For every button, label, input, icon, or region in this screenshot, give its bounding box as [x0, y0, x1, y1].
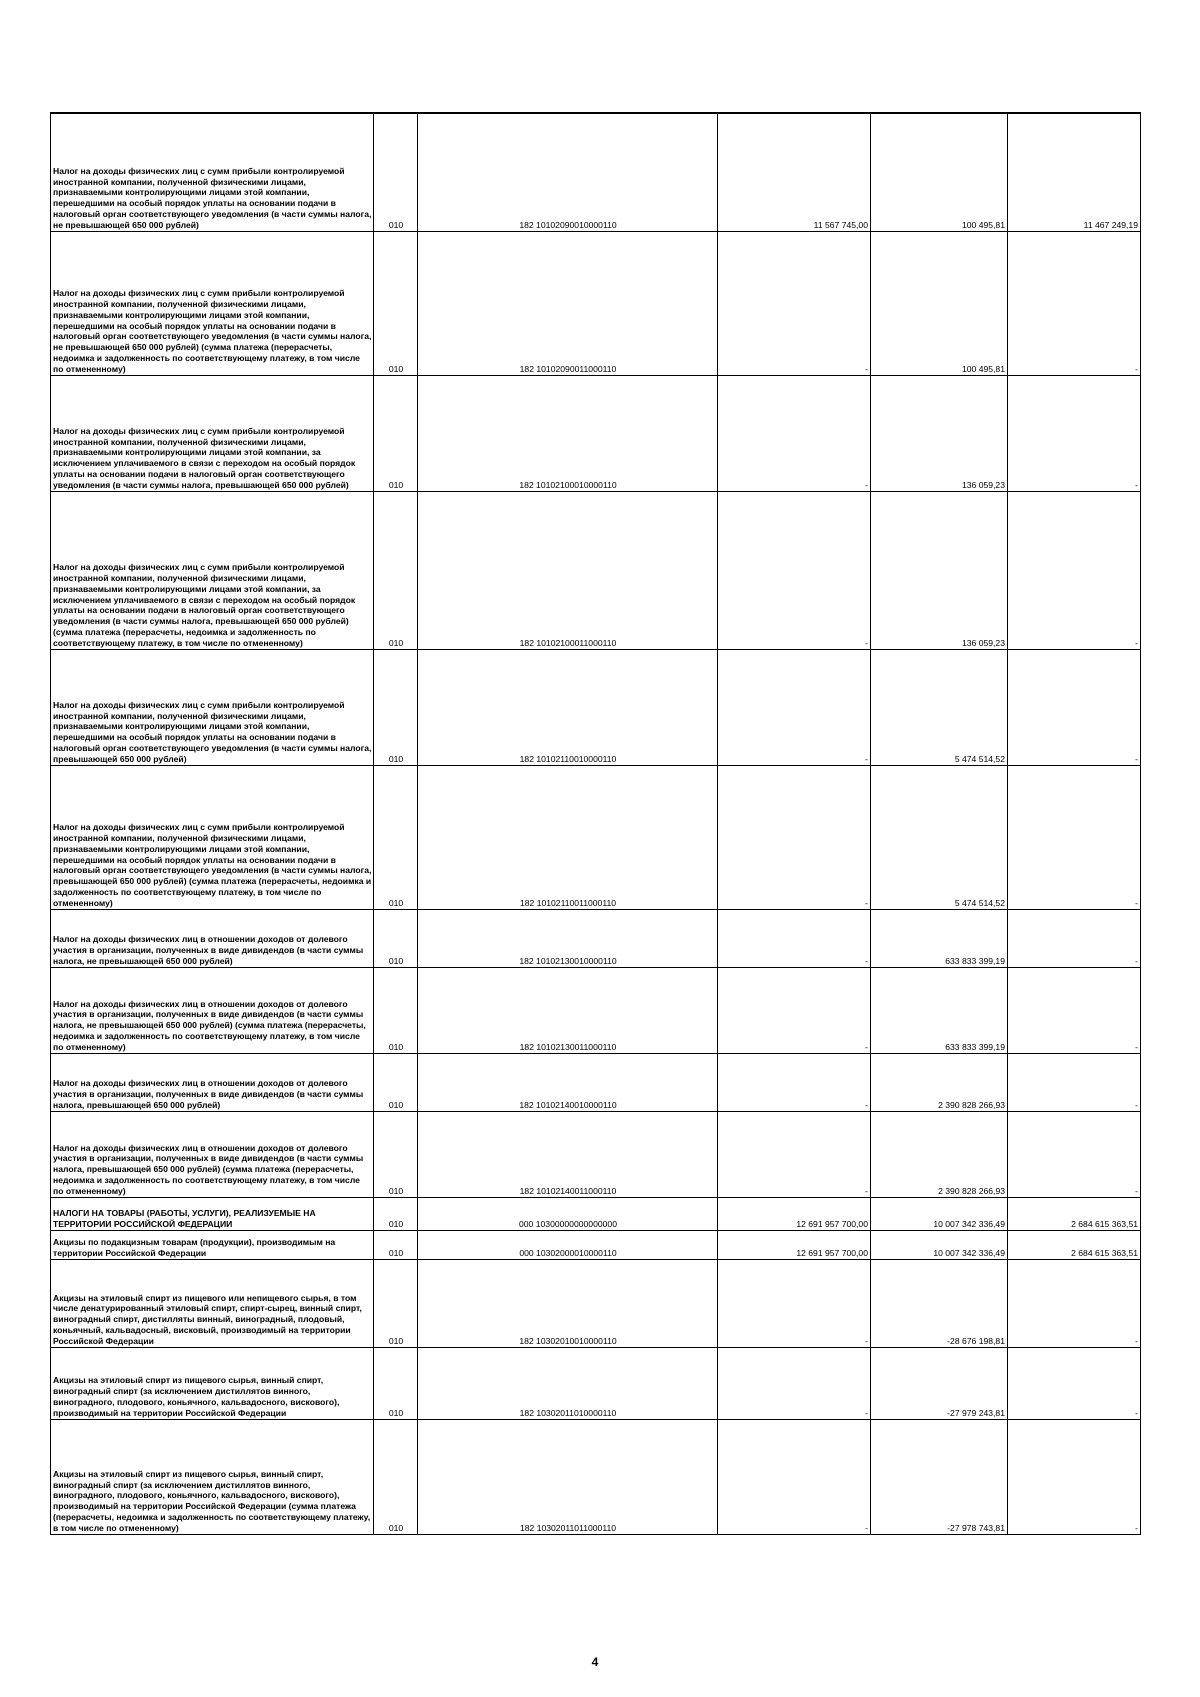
- approved-amount-cell: 12 691 957 700,00: [718, 1230, 871, 1259]
- executed-amount-cell: 100 495,81: [871, 231, 1008, 375]
- income-name-cell: Налог на доходы физических лиц с сумм прибыли контролируемой иностранной компании, полученной физическими лицами, признаваемыми контролирующими лицами этой компании, перешедшими на особый порядок уплаты на основании подачи в налоговый орган соответствующего уведомления (в части суммы налога, превышающей 650 000 рублей): [51, 649, 374, 765]
- income-name-cell: Налог на доходы физических лиц в отношении доходов от долевого участия в организации, полученных в виде дивидендов (в части суммы налога, не превышающей 650 000 рублей): [51, 909, 374, 967]
- approved-amount-cell: 11 567 745,00: [718, 113, 871, 231]
- table-row: [51, 1053, 1141, 1111]
- page-number: 4: [591, 1655, 599, 1669]
- unexecuted-amount-cell: -: [1008, 967, 1141, 1053]
- income-name-cell: Акцизы на этиловый спирт из пищевого или непищевого сырья, в том числе денатурированный этиловый спирт, спирт-сырец, винный спирт, виноградный спирт, дистилляты винный, виноградный, плодовый, коньячный, кальвадосный, висковый, производимый на территории Российской Федерации: [51, 1259, 374, 1347]
- budget-code-cell: 182 10302011010000110: [418, 1347, 718, 1419]
- executed-amount-cell: 2 390 828 266,93: [871, 1111, 1008, 1197]
- line-code-cell: 010: [374, 1197, 418, 1230]
- unexecuted-amount-cell: 2 684 615 363,51: [1008, 1197, 1141, 1230]
- income-name-cell: Налог на доходы физических лиц с сумм прибыли контролируемой иностранной компании, полученной физическими лицами, признаваемыми контролирующими лицами этой компании, за исключением уплачиваемого в связи с переходом на особый порядок уплаты на основании подачи в налоговый орган соответствующего уведомления (в части суммы налога, превышающей 650 000 рублей): [51, 375, 374, 491]
- unexecuted-amount-cell: -: [1008, 231, 1141, 375]
- budget-code-cell: 000 10302000010000110: [418, 1230, 718, 1259]
- budget-code-cell: 000 10300000000000000: [418, 1197, 718, 1230]
- executed-amount-cell: 10 007 342 336,49: [871, 1197, 1008, 1230]
- budget-code-cell: 182 10102110010000110: [418, 649, 718, 765]
- unexecuted-amount-cell: -: [1008, 1053, 1141, 1111]
- unexecuted-amount-cell: -: [1008, 1347, 1141, 1419]
- line-code-cell: 010: [374, 1230, 418, 1259]
- table-row: [51, 765, 1141, 909]
- unexecuted-amount-cell: 11 467 249,19: [1008, 113, 1141, 231]
- unexecuted-amount-cell: -: [1008, 765, 1141, 909]
- executed-amount-cell: 10 007 342 336,49: [871, 1230, 1008, 1259]
- income-name-cell: Акцизы по подакцизным товарам (продукции), производимым на территории Российской Федерации: [51, 1230, 374, 1259]
- executed-amount-cell: 136 059,23: [871, 375, 1008, 491]
- income-name-cell: НАЛОГИ НА ТОВАРЫ (РАБОТЫ, УСЛУГИ), РЕАЛИЗУЕМЫЕ НА ТЕРРИТОРИИ РОССИЙСКОЙ ФЕДЕРАЦИИ: [51, 1197, 374, 1230]
- income-name-cell: Налог на доходы физических лиц в отношении доходов от долевого участия в организации, полученных в виде дивидендов (в части суммы налога, не превышающей 650 000 рублей) (сумма платежа (перерасчеты, недоимка и задолженность по соответствующему платежу, в том числе по отмененному): [51, 967, 374, 1053]
- budget-code-cell: 182 10302010010000110: [418, 1259, 718, 1347]
- income-name-cell: Налог на доходы физических лиц в отношении доходов от долевого участия в организации, полученных в виде дивидендов (в части суммы налога, превышающей 650 000 рублей) (сумма платежа (перерасчеты, недоимка и задолженность по соответствующему платежу, в том числе по отмененному): [51, 1111, 374, 1197]
- table-row: [51, 909, 1141, 967]
- income-name-cell: Налог на доходы физических лиц с сумм прибыли контролируемой иностранной компании, полученной физическими лицами, признаваемыми контролирующими лицами этой компании, за исключением уплачиваемого в связи с переходом на особый порядок уплаты на основании подачи в налоговый орган соответствующего уведомления (в части суммы налога, превышающей 650 000 рублей) (сумма платежа (перерасчеты, недоимка и задолженность по соответствующему платежу, в том числе по отмененному): [51, 491, 374, 649]
- income-name-cell: Акцизы на этиловый спирт из пищевого сырья, винный спирт, виноградный спирт (за исключением дистиллятов винного, виноградного, плодового, коньячного, кальвадосного, вискового), производимый на территории Российской Федерации (сумма платежа (перерасчеты, недоимка и задолженность по соответствующему платежу, в том числе по отмененному): [51, 1419, 374, 1534]
- revenue-table-body: [51, 113, 1141, 1534]
- table-row: [51, 113, 1141, 231]
- table-row: [51, 491, 1141, 649]
- approved-amount-cell: -: [718, 1347, 871, 1419]
- table-row: [51, 375, 1141, 491]
- approved-amount-cell: -: [718, 375, 871, 491]
- income-name-cell: Налог на доходы физических лиц с сумм прибыли контролируемой иностранной компании, полученной физическими лицами, признаваемыми контролирующими лицами этой компании, перешедшими на особый порядок уплаты на основании подачи в налоговый орган соответствующего уведомления (в части суммы налога, не превышающей 650 000 рублей): [51, 113, 374, 231]
- approved-amount-cell: -: [718, 1259, 871, 1347]
- approved-amount-cell: -: [718, 231, 871, 375]
- approved-amount-cell: -: [718, 765, 871, 909]
- budget-code-cell: 182 10102090011000110: [418, 231, 718, 375]
- executed-amount-cell: -27 979 243,81: [871, 1347, 1008, 1419]
- approved-amount-cell: -: [718, 649, 871, 765]
- table-row: [51, 1230, 1141, 1259]
- executed-amount-cell: 100 495,81: [871, 113, 1008, 231]
- executed-amount-cell: 136 059,23: [871, 491, 1008, 649]
- unexecuted-amount-cell: -: [1008, 909, 1141, 967]
- executed-amount-cell: -27 978 743,81: [871, 1419, 1008, 1534]
- budget-code-cell: 182 10102140011000110: [418, 1111, 718, 1197]
- budget-code-cell: 182 10102130011000110: [418, 967, 718, 1053]
- approved-amount-cell: -: [718, 491, 871, 649]
- executed-amount-cell: -28 676 198,81: [871, 1259, 1008, 1347]
- budget-code-cell: 182 10102090010000110: [418, 113, 718, 231]
- unexecuted-amount-cell: -: [1008, 1259, 1141, 1347]
- line-code-cell: 010: [374, 909, 418, 967]
- table-row: [51, 231, 1141, 375]
- budget-code-cell: 182 10102100010000110: [418, 375, 718, 491]
- table-row: [51, 967, 1141, 1053]
- unexecuted-amount-cell: -: [1008, 1111, 1141, 1197]
- table-row: [51, 1259, 1141, 1347]
- line-code-cell: 010: [374, 1053, 418, 1111]
- budget-code-cell: 182 10102140010000110: [418, 1053, 718, 1111]
- unexecuted-amount-cell: -: [1008, 491, 1141, 649]
- table-row: [51, 1419, 1141, 1534]
- line-code-cell: 010: [374, 765, 418, 909]
- income-name-cell: Акцизы на этиловый спирт из пищевого сырья, винный спирт, виноградный спирт (за исключением дистиллятов винного, виноградного, плодового, коньячного, кальвадосного, вискового), производимый на территории Российской Федерации: [51, 1347, 374, 1419]
- income-name-cell: Налог на доходы физических лиц в отношении доходов от долевого участия в организации, полученных в виде дивидендов (в части суммы налога, превышающей 650 000 рублей): [51, 1053, 374, 1111]
- unexecuted-amount-cell: -: [1008, 375, 1141, 491]
- approved-amount-cell: -: [718, 1419, 871, 1534]
- budget-code-cell: 182 10102100011000110: [418, 491, 718, 649]
- line-code-cell: 010: [374, 1419, 418, 1534]
- line-code-cell: 010: [374, 231, 418, 375]
- table-row: [51, 1111, 1141, 1197]
- executed-amount-cell: 5 474 514,52: [871, 649, 1008, 765]
- unexecuted-amount-cell: 2 684 615 363,51: [1008, 1230, 1141, 1259]
- approved-amount-cell: 12 691 957 700,00: [718, 1197, 871, 1230]
- table-row: [51, 649, 1141, 765]
- table-row: [51, 1197, 1141, 1230]
- approved-amount-cell: -: [718, 1053, 871, 1111]
- line-code-cell: 010: [374, 1347, 418, 1419]
- approved-amount-cell: -: [718, 967, 871, 1053]
- approved-amount-cell: -: [718, 1111, 871, 1197]
- income-name-cell: Налог на доходы физических лиц с сумм прибыли контролируемой иностранной компании, полученной физическими лицами, признаваемыми контролирующими лицами этой компании, перешедшими на особый порядок уплаты на основании подачи в налоговый орган соответствующего уведомления (в части суммы налога, превышающей 650 000 рублей) (сумма платежа (перерасчеты, недоимка и задолженность по соответствующему платежу, в том числе по отмененному): [51, 765, 374, 909]
- budget-code-cell: 182 10102130010000110: [418, 909, 718, 967]
- budget-code-cell: 182 10302011011000110: [418, 1419, 718, 1534]
- revenue-table: [50, 112, 1141, 1535]
- line-code-cell: 010: [374, 491, 418, 649]
- line-code-cell: 010: [374, 113, 418, 231]
- line-code-cell: 010: [374, 1111, 418, 1197]
- executed-amount-cell: 633 833 399,19: [871, 967, 1008, 1053]
- approved-amount-cell: -: [718, 909, 871, 967]
- line-code-cell: 010: [374, 649, 418, 765]
- line-code-cell: 010: [374, 967, 418, 1053]
- unexecuted-amount-cell: -: [1008, 1419, 1141, 1534]
- table-row: [51, 1347, 1141, 1419]
- income-name-cell: Налог на доходы физических лиц с сумм прибыли контролируемой иностранной компании, полученной физическими лицами, признаваемыми контролирующими лицами этой компании, перешедшими на особый порядок уплаты на основании подачи в налоговый орган соответствующего уведомления (в части суммы налога, не превышающей 650 000 рублей) (сумма платежа (перерасчеты, недоимка и задолженность по соответствующему платежу, в том числе по отмененному): [51, 231, 374, 375]
- executed-amount-cell: 5 474 514,52: [871, 765, 1008, 909]
- executed-amount-cell: 633 833 399,19: [871, 909, 1008, 967]
- executed-amount-cell: 2 390 828 266,93: [871, 1053, 1008, 1111]
- line-code-cell: 010: [374, 375, 418, 491]
- unexecuted-amount-cell: -: [1008, 649, 1141, 765]
- budget-code-cell: 182 10102110011000110: [418, 765, 718, 909]
- line-code-cell: 010: [374, 1259, 418, 1347]
